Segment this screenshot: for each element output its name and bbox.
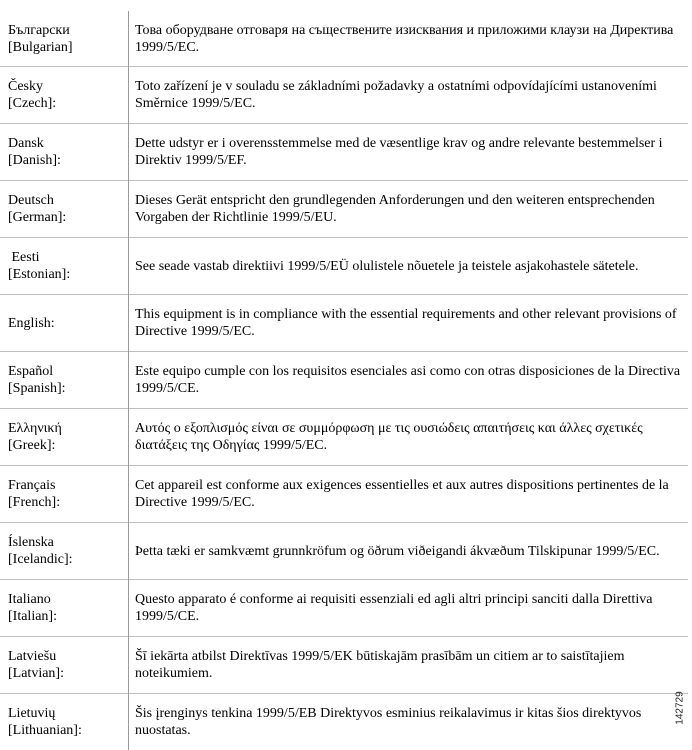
language-name: Italiano bbox=[8, 592, 51, 607]
table-row bbox=[0, 352, 688, 409]
language-cell bbox=[0, 523, 129, 580]
language-english-name: [Greek]: bbox=[8, 438, 56, 453]
language-english-name: [French]: bbox=[8, 495, 61, 510]
language-name: Español bbox=[8, 364, 54, 379]
language-name: Български bbox=[8, 22, 70, 38]
language-cell bbox=[0, 295, 129, 352]
language-english-name: [German]: bbox=[8, 210, 67, 225]
statement-cell bbox=[129, 11, 689, 67]
statement-cell bbox=[129, 637, 689, 694]
statement-cell bbox=[129, 352, 689, 409]
language-cell bbox=[0, 238, 129, 295]
statement-cell bbox=[129, 694, 689, 750]
table-row bbox=[0, 694, 688, 750]
language-cell bbox=[0, 181, 129, 238]
language-name: Deutsch bbox=[8, 193, 54, 208]
language-english-name: [Icelandic]: bbox=[8, 552, 73, 567]
compliance-statement: Dette udstyr er i overensstemmelse med de væsentlige krav og andre relevante bestemmelser i Direktiv 1999/5/EF. bbox=[135, 136, 663, 168]
language-english-name: [Italian]: bbox=[8, 609, 57, 624]
language-name: Dansk bbox=[8, 136, 44, 151]
language-english-name: [Czech]: bbox=[8, 96, 57, 111]
compliance-statement: See seade vastab direktiivi 1999/5/EÜ olulistele nõuetele ja teistele asjakohastele sätetele. bbox=[135, 258, 639, 274]
language-name: Ελληνική bbox=[8, 421, 62, 436]
compliance-statement: Dieses Gerät entspricht den grundlegenden Anforderungen und den weiteren entsprechenden Vorgaben der Richtlinie 1999/5/EU. bbox=[135, 193, 655, 225]
compliance-table bbox=[0, 11, 688, 750]
table-row bbox=[0, 124, 688, 181]
language-name: Latviešu bbox=[8, 649, 57, 664]
statement-cell bbox=[129, 466, 689, 523]
language-english-name: [Latvian]: bbox=[8, 666, 64, 681]
table-row bbox=[0, 409, 688, 466]
statement-cell bbox=[129, 523, 689, 580]
language-cell bbox=[0, 352, 129, 409]
language-english-name: [Estonian]: bbox=[8, 267, 71, 282]
table-row bbox=[0, 11, 688, 67]
statement-cell bbox=[129, 580, 689, 637]
table-row bbox=[0, 523, 688, 580]
statement-cell bbox=[129, 409, 689, 466]
language-cell bbox=[0, 67, 129, 124]
language-cell bbox=[0, 409, 129, 466]
language-name: English: bbox=[8, 315, 55, 331]
language-cell bbox=[0, 466, 129, 523]
compliance-statement: Αυτός ο εξοπλισμός είναι σε συμμόρφωση με τις ουσιώδεις απαιτήσεις και άλλες σχετικές διατάξεις της Οδηγίας 1999/5/EC. bbox=[135, 421, 643, 453]
figure-reference-code bbox=[674, 680, 686, 736]
compliance-statement: This equipment is in compliance with the essential requirements and other relevant provisions of Directive 1999/5/EC. bbox=[135, 307, 677, 339]
table-row bbox=[0, 181, 688, 238]
statement-cell bbox=[129, 67, 689, 124]
language-cell bbox=[0, 11, 129, 67]
table-row bbox=[0, 295, 688, 352]
compliance-statement: Cet appareil est conforme aux exigences essentielles et aux autres dispositions pertinentes de la Directive 1999/5/EC. bbox=[135, 478, 669, 510]
language-name: Eesti bbox=[8, 250, 40, 265]
table-row bbox=[0, 238, 688, 295]
statement-cell bbox=[129, 238, 689, 295]
table-row bbox=[0, 67, 688, 124]
language-name: Íslenska bbox=[8, 535, 54, 550]
language-name: Česky bbox=[8, 79, 43, 94]
compliance-statement: Šis įrenginys tenkina 1999/5/EB Direktyvos esminius reikalavimus ir kitas šios direktyvos nuostatas. bbox=[135, 706, 642, 738]
compliance-statement: Това оборудване отговаря на съществените изисквания и приложими клаузи на Директива 1999/5/ЕС. bbox=[135, 22, 674, 55]
language-cell bbox=[0, 637, 129, 694]
compliance-statement: Toto zařízení je v souladu se základními požadavky a ostatními odpovídajícími ustanoveními Směrnice 1999/5/EC. bbox=[135, 79, 657, 111]
language-cell bbox=[0, 580, 129, 637]
figure-code-text: 142729 bbox=[674, 691, 686, 725]
statement-cell bbox=[129, 295, 689, 352]
statement-cell bbox=[129, 181, 689, 238]
table-row bbox=[0, 466, 688, 523]
language-english-name: [Bulgarian] bbox=[8, 39, 73, 55]
language-name: Français bbox=[8, 478, 56, 493]
language-english-name: [Lithuanian]: bbox=[8, 723, 82, 738]
table-row bbox=[0, 580, 688, 637]
language-name: Lietuvių bbox=[8, 706, 56, 721]
language-english-name: [Danish]: bbox=[8, 153, 61, 168]
language-cell bbox=[0, 694, 129, 750]
table-row bbox=[0, 637, 688, 694]
language-cell bbox=[0, 124, 129, 181]
language-english-name: [Spanish]: bbox=[8, 381, 66, 396]
compliance-statement: Este equipo cumple con los requisitos esenciales asi como con otras disposiciones de la Directiva 1999/5/CE. bbox=[135, 364, 681, 396]
statement-cell bbox=[129, 124, 689, 181]
compliance-statement: Šī iekārta atbilst Direktīvas 1999/5/EK būtiskajām prasībām un citiem ar to saistītajiem noteikumiem. bbox=[135, 649, 625, 681]
compliance-statement: Questo apparato é conforme ai requisiti essenziali ed agli altri principi sanciti dalla Direttiva 1999/5/CE. bbox=[135, 592, 653, 624]
compliance-statement: Þetta tæki er samkvæmt grunnkröfum og öðrum viðeigandi ákvæðum Tilskipunar 1999/5/EC. bbox=[135, 543, 660, 559]
